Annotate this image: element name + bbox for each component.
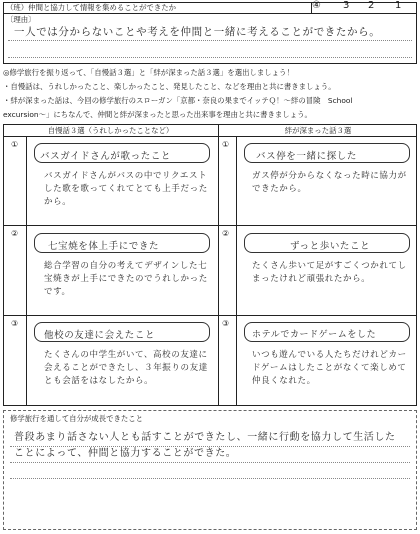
right-row-3-title: ホテルでカードゲームをした bbox=[252, 330, 377, 340]
left-row-1-number: ① bbox=[11, 140, 19, 149]
right-row-2-body: たくさん歩いて足がすごくつかれてしまったけれど頑張れたから。 bbox=[252, 261, 407, 284]
left-num-divider bbox=[26, 136, 27, 406]
right-row-2-number: ② bbox=[222, 229, 230, 238]
rating-2[interactable]: 2 bbox=[368, 0, 375, 11]
reason-line bbox=[8, 57, 412, 58]
left-column-header: 自慢話３選（うれしかったことなど） bbox=[47, 126, 174, 135]
left-row-2-number: ② bbox=[11, 229, 19, 238]
rating-4-selected[interactable]: ④ bbox=[312, 0, 321, 11]
growth-box bbox=[3, 410, 417, 530]
rating-1[interactable]: 1 bbox=[395, 0, 402, 11]
right-column-header: 絆が深まった話３選 bbox=[284, 126, 352, 135]
left-row-1-title: バスガイドさんが歌ったこと bbox=[40, 151, 172, 162]
criteria-divider bbox=[3, 13, 417, 14]
left-row-2-body: 総合学習の自分の考えてデザインした七宝焼きが上手にできたのでうれしかったです。 bbox=[44, 261, 208, 297]
table-column-divider bbox=[218, 124, 219, 406]
growth-line bbox=[10, 478, 410, 479]
instruction-line-4: excursion～」にちなんで、仲間と絆が深まったと思った出来事を理由と共に書きましょう。 bbox=[3, 110, 312, 119]
instruction-line-1: ◎修学旅行を振り返って、「自慢話３選」と「絆が深まった話３選」を選出しましょう！ bbox=[3, 68, 294, 77]
rating-3[interactable]: 3 bbox=[343, 0, 350, 11]
left-row-3-number: ③ bbox=[11, 319, 19, 328]
reason-line bbox=[8, 40, 412, 41]
left-row-3-body: たくさんの中学生がいて、高校の友達に会えることができたし、３年振りの友達とも会話をはなしたから。 bbox=[44, 350, 208, 386]
reason-text: 一人では分からないことや考えを仲間と一緒に考えることができたから。 bbox=[14, 26, 381, 38]
left-row-2-title: 七宝焼を体上手にできた bbox=[48, 241, 160, 252]
right-row-2-title: ずっと歩いたこと bbox=[290, 241, 371, 252]
row-divider bbox=[3, 315, 417, 316]
reason-label: 〔理由〕 bbox=[6, 15, 36, 24]
growth-label: 修学旅行を通して自分が成長できたこと bbox=[10, 414, 144, 423]
criteria-label: （班）仲間と協力して情報を集めることができたか bbox=[6, 3, 176, 12]
table-header-divider bbox=[3, 136, 417, 137]
instruction-line-3: ・絆が深まった話は、今回の修学旅行のスローガン「京都・奈良の果までイッテＱ！～絆の冒険 School bbox=[3, 96, 353, 105]
left-row-1-body: バスガイドさんがバスの中でリクエストした歌を歌ってくれてとても上手だったから。 bbox=[44, 171, 208, 207]
growth-text: 普段あまり話さない人とも話すことができたし、一緒に行動を協力して生活したことによって、仲間と協力することができた。 bbox=[14, 432, 396, 459]
right-row-3-body: いつも遊んでいる人たちだけれどカードゲームはしたことがなくて楽しめて仲良くなれた。 bbox=[252, 350, 407, 386]
right-row-3-number: ③ bbox=[222, 319, 230, 328]
right-row-1-body: ガス停が分からなくなった時に協力ができたから。 bbox=[252, 171, 407, 194]
right-num-divider bbox=[236, 136, 237, 406]
right-row-1-number: ① bbox=[222, 140, 230, 149]
row-divider bbox=[3, 225, 417, 226]
growth-line bbox=[10, 446, 410, 447]
right-row-1-title: バス停を一緒に探した bbox=[256, 151, 358, 162]
instruction-line-2: ・自慢話は、うれしかったこと、楽しかったこと、発見したこと、などを理由と共に書きましょう。 bbox=[3, 82, 336, 91]
left-row-3-title: 他校の友達に会えたこと bbox=[44, 330, 156, 341]
growth-line bbox=[10, 462, 410, 463]
